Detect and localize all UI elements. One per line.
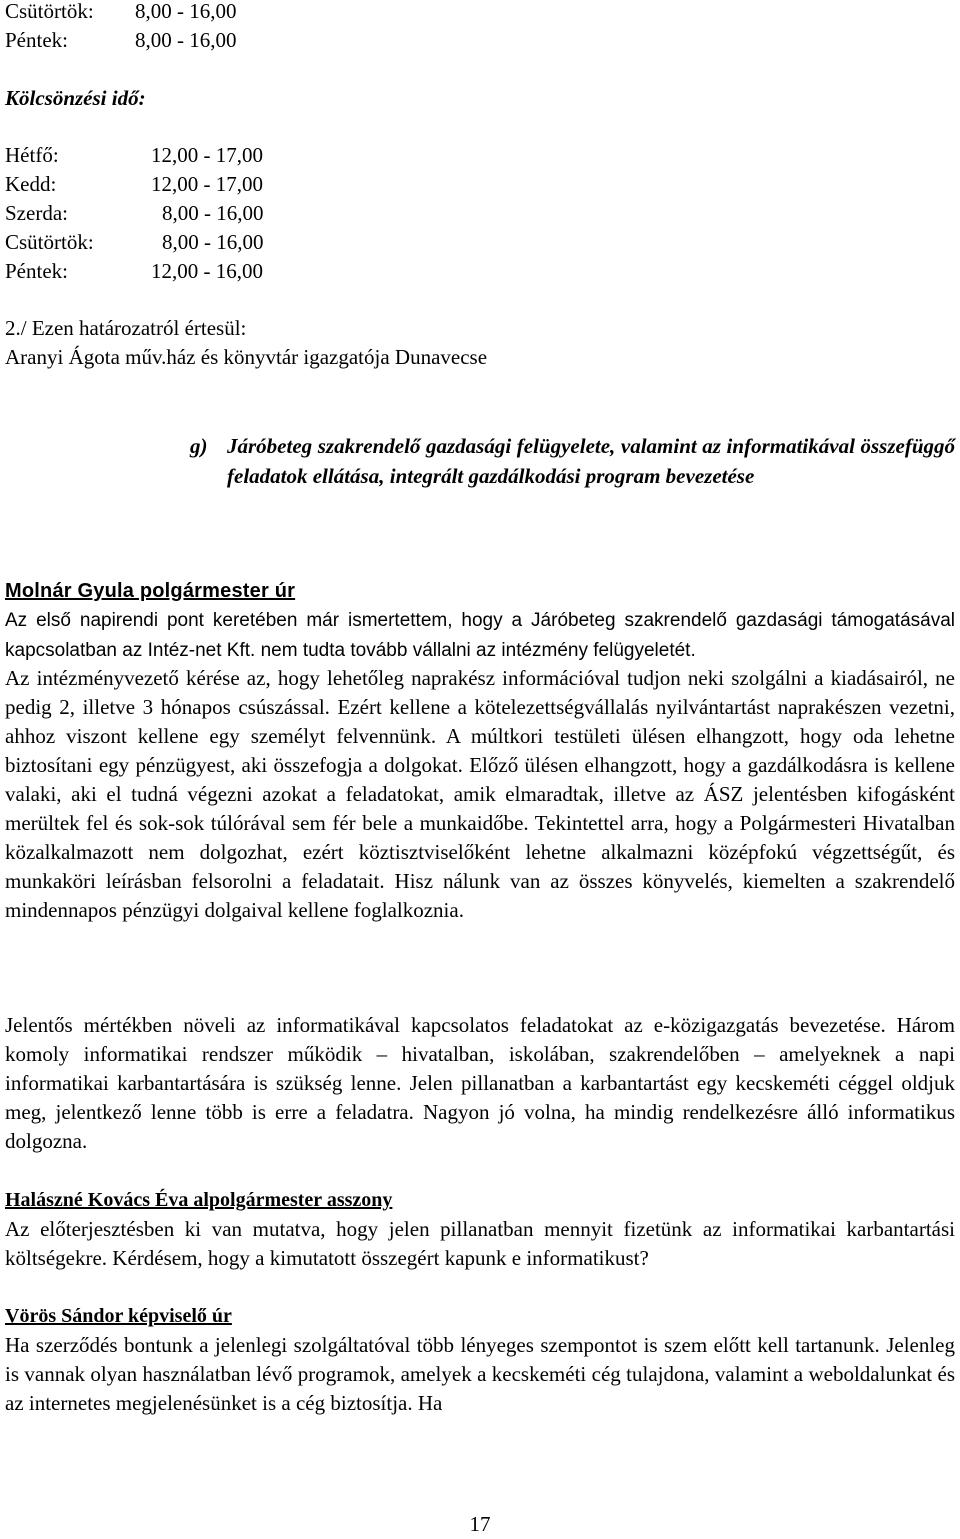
lending-heading: Kölcsönzési idő: — [5, 86, 146, 110]
schedule-row — [5, 26, 305, 55]
lending-day: Kedd: — [5, 172, 57, 196]
lending-time: 8,00 - 16,00 — [162, 201, 264, 225]
speaker-paragraph: Az első napirendi pont keretében már ismertettem, hogy a Járóbeteg szakrendelő gazdasági támogatásával kapcsolatban az Intéz-net Kft. nem tudta tovább vállalni az intézmény felügyeletét. — [5, 610, 955, 661]
lending-row — [5, 228, 305, 257]
lending-row — [5, 141, 305, 170]
speaker-paragraph: Az előterjesztésben ki van mutatva, hogy jelen pillanatban mennyit fizetünk az informatikai karbantartási költségekre. Kérdésem, hogy a kimutatott összegért kapunk e informatikust? — [5, 1217, 955, 1270]
lending-time: 12,00 - 17,00 — [151, 172, 263, 196]
lending-row — [5, 199, 305, 228]
body-paragraph: Az intézményvezető kérése az, hogy lehetőleg naprakész információval tudjon neki szolgálni a kiadásairól, ne pedig 2, illetve 3 hónapos csúszással. Ezért kellene a kötelezettségvállalás nyilvántartást naprakészen vezetni, ahhoz viszont kellene egy személyt felvennünk. A múltkori testületi ülésen elhangzott, hogy oda lehetne biztosítani egy pénzügyest, aki összefogja a dolgokat. Előző ülésen elhangzott, hogy a gazdálkodásra is kellene valaki, aki el tudná végezni azokat a feladatokat, amik elmaradtak, illetve az ÁSZ jelentésben kifogásként merültek fel és sok-sok túlórával sem fér bele a munkaidőbe. Tekintettel arra, hogy a Polgármesteri Hivatalban közalkalmazott nem dolgozhat, ezért köztisztviselőként lehetne alkalmazni középfokú végzettségűt, és munkaköri leírásban felsorolni a feladatait. Hisz nálunk van az összes könyvelés, kiemelten a szakrendelő mindennapos pénzügyi dolgaival kellene foglalkoznia. — [5, 666, 955, 922]
lending-time: 12,00 - 17,00 — [151, 143, 263, 167]
notify-recipient: Aranyi Ágota műv.ház és könyvtár igazgatója Dunavecse — [5, 345, 488, 369]
notify-line: 2./ Ezen határozatról értesül: — [5, 316, 247, 340]
schedule-row — [5, 0, 305, 26]
lending-day: Szerda: — [5, 201, 68, 225]
schedule-time: 8,00 - 16,00 — [135, 28, 237, 52]
speaker-paragraph: Ha szerződés bontunk a jelenlegi szolgáltatóval több lényeges szempontot is szem előtt kell tartanunk. Jelenleg is vannak olyan használatban lévő programok, amelyek a kecskeméti cég tulajdona, valamint a weboldalunkat és az internetes megjelenésünket is a cég biztosítja. Ha — [5, 1333, 955, 1415]
schedule-day: Csütörtök: — [5, 0, 94, 23]
agenda-item-title: Járóbeteg szakrendelő gazdasági felügyelete, valamint az informatikával összefüggő feladatok ellátása, integrált gazdálkodási program bevezetése — [227, 434, 955, 488]
lending-day: Hétfő: — [5, 143, 59, 167]
agenda-item-label: g) — [190, 434, 208, 458]
lending-time: 12,00 - 16,00 — [151, 259, 263, 283]
lending-time: 8,00 - 16,00 — [162, 230, 264, 254]
speaker-name: Molnár Gyula polgármester úr — [5, 580, 296, 602]
body-paragraph: Jelentős mértékben növeli az informatikával kapcsolatos feladatokat az e-közigazgatás bevezetése. Három komoly informatikai rendszer működik – hivatalban, iskolában, szakrendelőben – amelyeknek a napi informatikai karbantartására is szükség lenne. Jelen pillanatban a karbantartást egy kecskeméti céggel oldjuk meg, jelentkező lenne több is erre a feladatra. Nagyon jó volna, ha mindig rendelkezésre álló informatikus dolgozna. — [5, 1013, 955, 1153]
speaker-name: Vörös Sándor képviselő úr — [5, 1305, 232, 1327]
lending-day: Csütörtök: — [5, 230, 94, 254]
schedule-time: 8,00 - 16,00 — [135, 0, 237, 23]
speaker-name: Halászné Kovács Éva alpolgármester asszony — [5, 1189, 393, 1211]
page-number: 17 — [469, 1512, 491, 1536]
schedule-day: Péntek: — [5, 28, 68, 52]
lending-row — [5, 257, 305, 286]
lending-day: Péntek: — [5, 259, 68, 283]
lending-row — [5, 170, 305, 199]
agenda-item-heading — [190, 432, 955, 522]
